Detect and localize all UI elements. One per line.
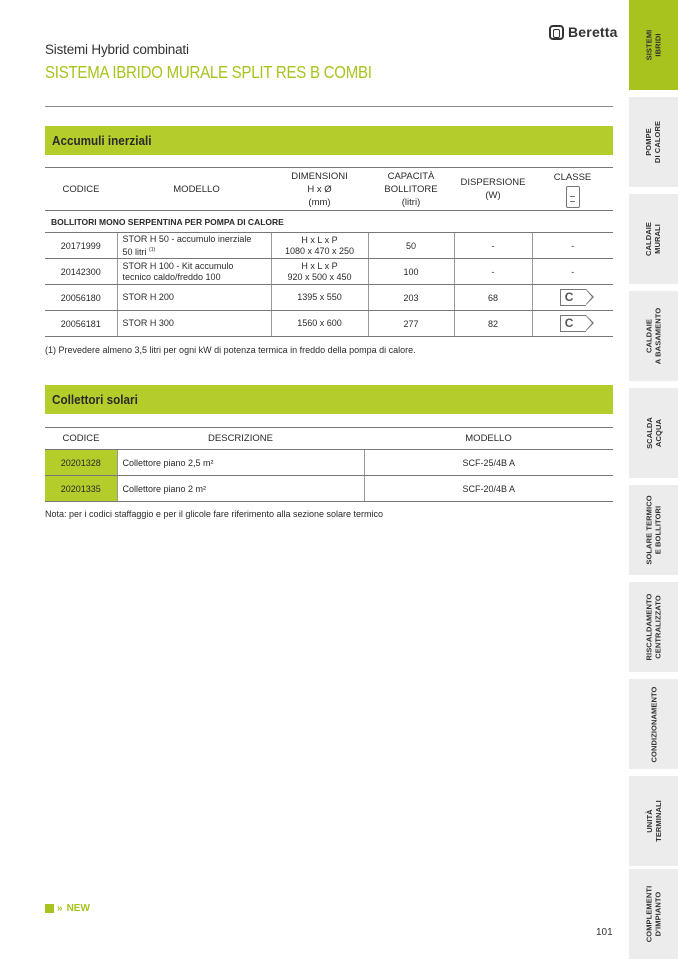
dim-line: H x L x P [301, 234, 338, 245]
cell-dispersione: 68 [454, 285, 532, 311]
tab-label: UNITÀ TERMINALI [644, 800, 663, 842]
cell-dispersione: 82 [454, 311, 532, 337]
cell-codice: 20056181 [45, 311, 117, 337]
page-subtitle: Sistemi Hybrid combinati [45, 42, 189, 57]
cell-capacita: 277 [368, 311, 454, 337]
tab-label: SCALDA ACQUA [644, 417, 663, 449]
tab-riscaldamento-centralizzato[interactable] [629, 582, 678, 672]
table-row [45, 476, 613, 502]
model-line: 50 litri [122, 246, 147, 257]
cell-modello [117, 233, 271, 259]
cell-classe [532, 311, 613, 337]
cell-dimensioni [271, 233, 368, 259]
header-line: CAPACITÀ [387, 170, 435, 182]
page-title: SISTEMA IBRIDO MURALE SPLIT RES B COMBI [45, 62, 372, 82]
tab-label: RISCALDAMENTO CENTRALIZZATO [644, 593, 663, 661]
collettori-note: Nota: per i codici staffaggio e per il glicole fare riferimento alla sezione solare termico [45, 509, 383, 519]
tab-complementi-impianto[interactable] [629, 869, 678, 959]
tab-scalda-acqua[interactable] [629, 388, 678, 478]
brand-name: Beretta [568, 24, 618, 40]
column-header-codice: CODICE [45, 168, 117, 211]
section-header-collettori [45, 385, 613, 414]
cell-codice: 20201335 [45, 476, 117, 502]
header-line: BOLLITORE [384, 183, 438, 195]
energy-class-icon [566, 186, 580, 208]
header-line: DIMENSIONI [291, 170, 348, 182]
column-header-classe [532, 168, 613, 211]
column-header-modello: MODELLO [117, 168, 271, 211]
cell-dimensioni: 1395 x 550 [271, 285, 368, 311]
tab-solare-termico[interactable] [629, 485, 678, 575]
section-title: Accumuli inerziali [52, 133, 152, 148]
footnote: (1) Prevedere almeno 3,5 litri per ogni kW di potenza termica in freddo della pompa di calore. [45, 345, 416, 355]
tab-pompe-di-calore[interactable] [629, 97, 678, 187]
tab-label: POMPE DI CALORE [644, 120, 663, 164]
cell-capacita: 50 [368, 233, 454, 259]
cell-dispersione: - [454, 233, 532, 259]
cell-descrizione: Collettore piano 2 m² [117, 476, 364, 502]
cell-dimensioni: 1560 x 600 [271, 311, 368, 337]
section-tabs [629, 0, 678, 959]
table-header-row [45, 168, 613, 211]
brand-logo [549, 24, 618, 40]
cell-modello: STOR H 300 [117, 311, 271, 337]
cell-capacita: 203 [368, 285, 454, 311]
cell-descrizione: Collettore piano 2,5 m² [117, 450, 364, 476]
cell-codice: 20171999 [45, 233, 117, 259]
accumuli-table [45, 167, 613, 337]
footnote-ref: (1) [149, 246, 156, 253]
model-line: STOR H 50 - accumulo inerziale [122, 233, 252, 244]
cell-modello: SCF-20/4B A [364, 476, 613, 502]
header-line: (litri) [401, 196, 421, 208]
table-row [45, 450, 613, 476]
model-line: STOR H 100 - Kit accumulo [122, 260, 234, 271]
tab-label: SISTEMI IBRIDI [644, 29, 663, 61]
cell-classe: - [532, 259, 613, 285]
column-header-descrizione: DESCRIZIONE [117, 428, 364, 450]
page-number: 101 [596, 927, 613, 938]
column-header-dispersione [454, 168, 532, 211]
column-header-capacita [368, 168, 454, 211]
section-header-accumuli [45, 126, 613, 155]
column-header-modello: MODELLO [364, 428, 613, 450]
beretta-logo-icon [549, 25, 564, 40]
tab-sistemi-ibridi[interactable] [629, 0, 678, 90]
cell-classe [532, 285, 613, 311]
group-row [45, 211, 613, 233]
dim-line: H x L x P [301, 260, 338, 271]
cell-codice: 20142300 [45, 259, 117, 285]
table-row [45, 259, 613, 285]
new-label: NEW [66, 903, 90, 914]
cell-dimensioni [271, 259, 368, 285]
tab-caldaie-murali[interactable] [629, 194, 678, 284]
cell-classe: - [532, 233, 613, 259]
collettori-table [45, 427, 613, 502]
table-row [45, 311, 613, 337]
tab-caldaie-a-basamento[interactable] [629, 291, 678, 381]
tab-label: SOLARE TERMICO E BOLLITORI [644, 495, 663, 565]
cell-modello [117, 259, 271, 285]
table-header-row [45, 428, 613, 450]
tab-label: CALDAIE A BASAMENTO [644, 307, 663, 365]
header-line: (mm) [308, 196, 331, 208]
double-chevron-icon: » [57, 903, 61, 914]
tab-label: CONDIZIONAMENTO [649, 686, 659, 762]
header-divider [45, 106, 613, 107]
cell-codice: 20201328 [45, 450, 117, 476]
header-line: DISPERSIONE [460, 177, 526, 188]
cell-codice: 20056180 [45, 285, 117, 311]
model-line: tecnico caldo/freddo 100 [122, 271, 221, 282]
column-header-codice: CODICE [45, 428, 117, 450]
column-header-dimensioni [271, 168, 368, 211]
energy-class-badge: C [560, 315, 586, 332]
table-row [45, 285, 613, 311]
new-marker-square [45, 904, 54, 913]
energy-class-badge: C [560, 289, 586, 306]
tab-label: CALDAIE MURALI [644, 221, 663, 257]
header-line: H x Ø [307, 183, 332, 195]
new-legend [45, 903, 90, 914]
cell-capacita: 100 [368, 259, 454, 285]
cell-modello: STOR H 200 [117, 285, 271, 311]
dim-line: 1080 x 470 x 250 [284, 245, 355, 256]
table-row [45, 233, 613, 259]
tab-condizionamento[interactable] [629, 679, 678, 769]
section-title: Collettori solari [52, 392, 138, 407]
cell-modello: SCF-25/4B A [364, 450, 613, 476]
group-label: BOLLITORI MONO SERPENTINA PER POMPA DI CALORE [45, 211, 613, 233]
header-line: CLASSE [553, 172, 592, 183]
cell-dispersione: - [454, 259, 532, 285]
header-line: (W) [485, 190, 501, 201]
tab-unita-terminali[interactable] [629, 776, 678, 866]
dim-line: 920 x 500 x 450 [287, 271, 352, 282]
tab-label: COMPLEMENTI D'IMPIANTO [644, 885, 663, 943]
